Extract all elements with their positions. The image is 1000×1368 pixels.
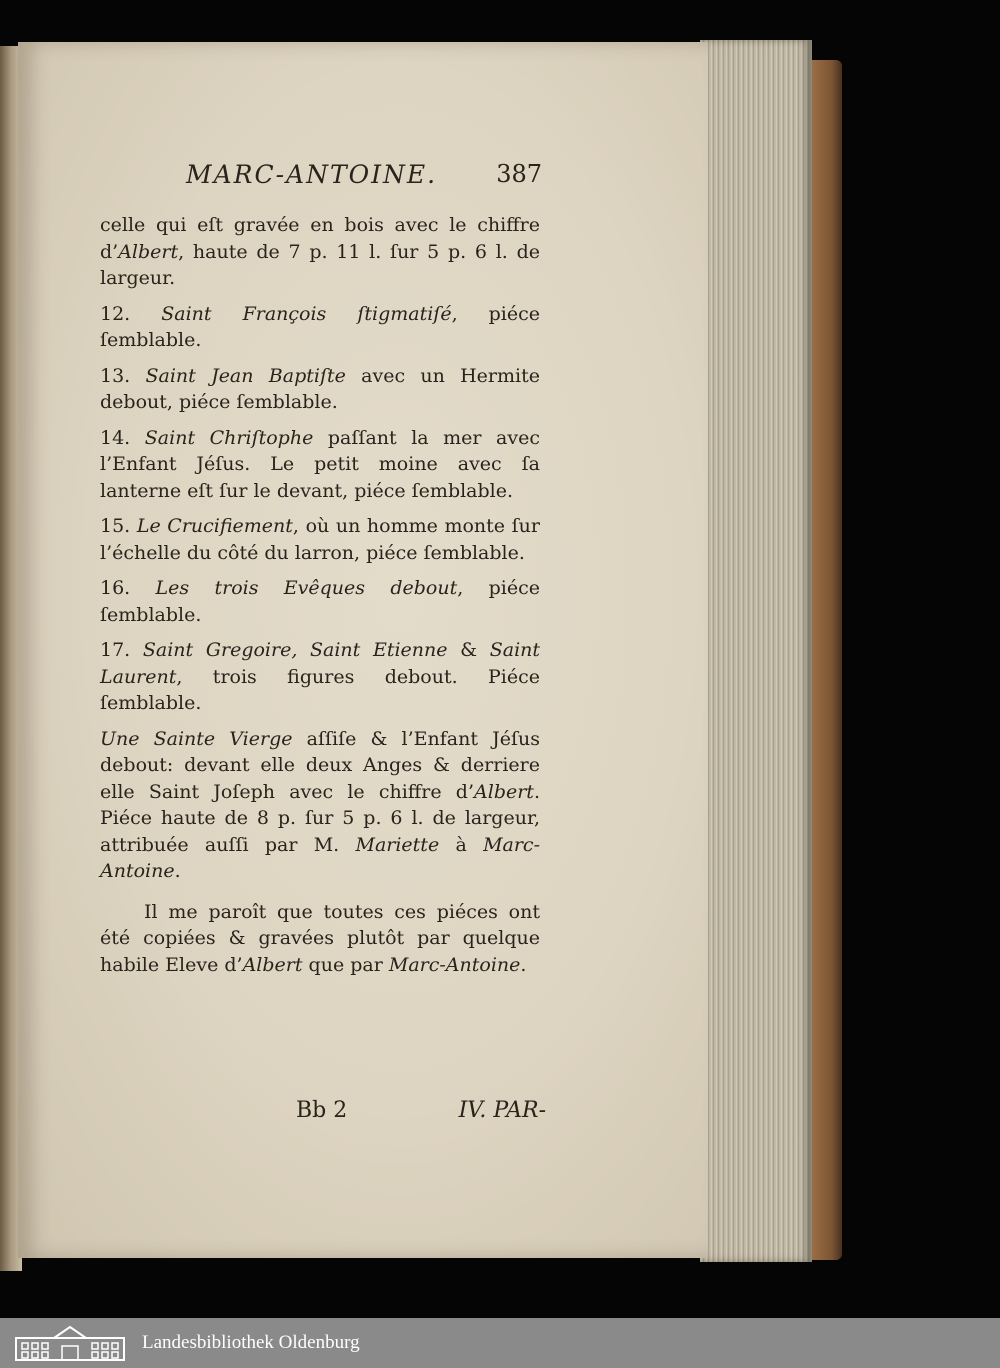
catalogue-entry: [100, 513, 540, 566]
text-run: 15.: [100, 515, 137, 537]
text-run: , trois figures debout. Piéce ſemblable.: [100, 665, 540, 714]
text-run: celle qui eſt gravée en bois avec le chiffre d’: [100, 214, 540, 263]
text-run: , où un homme monte ſur l’échelle du côté du larron, piéce ſemblable.: [100, 515, 540, 564]
catchword: IV. PAR-: [458, 1098, 546, 1123]
italic-text: Albert: [474, 780, 534, 803]
library-building-icon: [14, 1324, 126, 1362]
catalogue-entry: [100, 575, 540, 628]
italic-text: Albert: [242, 953, 303, 976]
text-run: paſſant la mer avec l’Enfant Jéſus. Le petit moine avec ſa lanterne eſt ſur le devant, piéce ſemblable.: [100, 426, 541, 502]
catalogue-entry: [100, 212, 540, 292]
text-run: &: [447, 639, 490, 661]
text-run: 12.: [100, 302, 162, 325]
italic-text: Saint Laurent: [100, 639, 541, 688]
italic-text: Une Sainte Vierge: [100, 727, 293, 750]
library-banner: [0, 1318, 1000, 1368]
italic-text: Marc-Antoine: [100, 833, 540, 882]
catalogue-entry: [100, 425, 540, 505]
text-run: , piéce ſemblable.: [100, 302, 540, 351]
italic-text: Marc-Antoine: [388, 953, 521, 976]
text-run: , piéce ſemblable.: [100, 577, 540, 626]
catalogue-entry: [100, 301, 540, 354]
page-number: 387: [496, 160, 542, 188]
italic-text: Saint Jean Baptiſte: [145, 364, 346, 387]
italic-text: Albert: [118, 240, 179, 263]
italic-text: Saint François ſtigmatiſé: [161, 302, 452, 325]
text-run: 13.: [100, 364, 146, 387]
italic-text: Le Crucifiement: [136, 515, 293, 537]
catalogue-entry: [100, 363, 540, 416]
text-run: 17.: [100, 639, 143, 661]
text-run: avec un Hermite debout, piéce ſemblable.: [100, 364, 540, 413]
italic-text: Saint Gregoire, Saint Etienne: [142, 639, 448, 661]
text-run: , haute de 7 p. 11 l. ſur 5 p. 6 l. de largeur.: [100, 240, 540, 289]
text-run: 14.: [100, 426, 145, 449]
text-run: .: [174, 860, 181, 882]
catalogue-entry: [100, 899, 540, 979]
catalogue-entry: [100, 637, 540, 717]
text-run: .: [520, 953, 527, 976]
catalogue-entry: [100, 726, 540, 885]
signature-mark: Bb 2: [296, 1098, 348, 1123]
text-run: 16.: [100, 577, 156, 599]
text-run: . Piéce haute de 8 p. ſur 5 p. 6 l. de largeur, attribuée auſſi par M.: [100, 780, 540, 856]
page-footer: [296, 1098, 546, 1130]
text-run: Il me paroît que toutes ces piéces ont été copiées & gravées plutôt par quelque habile Eleve d’: [100, 900, 540, 976]
italic-text: Les trois Evêques debout: [155, 577, 458, 599]
text-run: que par: [302, 953, 389, 976]
page-header: [186, 160, 542, 196]
library-name: Landesbibliothek Oldenburg: [142, 1332, 360, 1353]
italic-text: Saint Chriſtophe: [144, 426, 314, 449]
text-run: à: [439, 833, 484, 856]
italic-text: Mariette: [355, 833, 440, 856]
text-run: aſſiſe & l’Enfant Jéſus debout: devant elle deux Anges & derriere elle Saint Joſeph avec le chiffre d’: [100, 727, 540, 803]
page-block-edges: [700, 40, 812, 1262]
running-head: MARC-ANTOINE.: [186, 160, 438, 189]
page-body: [100, 212, 540, 987]
